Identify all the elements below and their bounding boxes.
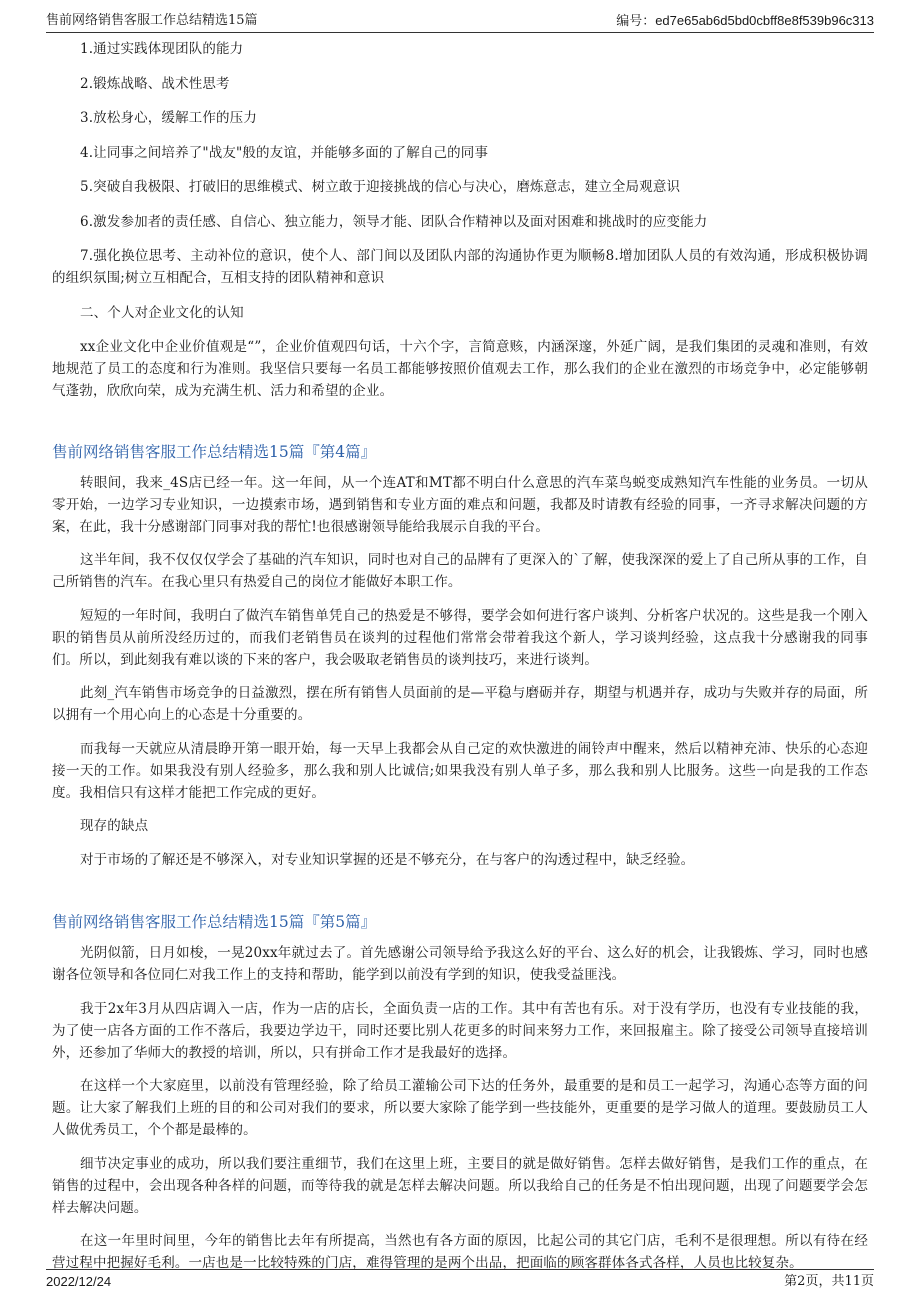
- section-gap: [52, 882, 868, 910]
- paragraph: 而我每一天就应从清晨睁开第一眼开始，每一天早上我都会从自己定的欢快激进的闹铃声中醒来，然后以精神充沛、快乐的心态迎接一天的工作。如果我没有别人经验多，那么我和别人比诚信;如果我没有别人单子多，那么我和别人比服务。这些一向是我的工作态度。我相信只有这样才能把工作完成的更好。: [52, 740, 868, 801]
- paragraph: 对于市场的了解还是不够深入，对专业知识掌握的还是不够充分，在与客户的沟透过程中，缺乏经验。: [80, 851, 695, 868]
- paragraph: 细节决定事业的成功，所以我们要注重细节，我们在这里上班，主要目的就是做好销售。怎样去做好销售，是我们工作的重点，在销售的过程中，会出现各种各样的问题，而等待我的就是怎样去解决问题。所以我给自己的任务是不怕出现问题，出现了问题要学会怎样去解决问题。: [52, 1155, 868, 1216]
- list-item: 4.让同事之间培养了"战友"般的友谊，并能够多面的了解自己的同事: [80, 144, 489, 161]
- list-item: 1.通过实践体现团队的能力: [80, 41, 244, 57]
- list-item: 6.激发参加者的责任感、自信心、独立能力，领导才能、团队合作精神以及面对困难和挑战时的应变能力: [80, 213, 708, 230]
- paragraph: 转眼间，我来_4S店已经一年。这一年间，从一个连AT和MT都不明白什么意思的汽车菜鸟蜕变成熟知汽车性能的业务员。一切从零开始，一边学习专业知识，一边摸索市场，遇到销售和专业方面的难点和问题，我都及时请教有经验的同事，一齐寻求解决问题的方案，在此，我十分感谢部门同事对我的帮忙!也很感谢领导能给我展示自我的平台。: [52, 474, 868, 535]
- paragraph: 我于2x年3月从四店调入一店，作为一店的店长，全面负责一店的工作。其中有苦也有乐。对于没有学历，也没有专业技能的我，为了使一店各方面的工作不落后，我要边学边干，同时还要比别人花更多的时间来努力工作，来回报雇主。除了接受公司领导直接培训外，还参加了华师大的教授的培训，所以，只有拼命工作才是我最好的选择。: [52, 1000, 868, 1061]
- list-item: 3.放松身心，缓解工作的压力: [80, 110, 257, 126]
- page-footer: [46, 1269, 874, 1290]
- paragraph: 光阴似箭，日月如梭，一晃20xx年就过去了。首先感谢公司领导给予我这么好的平台、这么好的机会，让我锻炼、学习，同时也感谢各位领导和各位同仁对我工作上的支持和帮助，能学到以前没有学到的知识，使我受益匪浅。: [52, 945, 868, 983]
- header-doc-code: 编号：ed7e65ab6d5bd0cbff8e8f539b96c313: [616, 13, 874, 28]
- section-heading: 售前网络销售客服工作总结精选15篇『第5篇』: [52, 913, 377, 931]
- header-title: 售前网络销售客服工作总结精选15篇: [46, 13, 258, 28]
- section-heading: 售前网络销售客服工作总结精选15篇『第4篇』: [52, 442, 377, 461]
- section-gap: [52, 414, 868, 440]
- list-item: 5.突破自我极限、打破旧的思维模式、树立敢于迎接挑战的信心与决心，磨炼意志，建立全局观意识: [80, 179, 681, 195]
- paragraph: 在这一年里时间里，今年的销售比去年有所提高，当然也有各方面的原因，比起公司的其它门店，毛利不是很理想。所以有待在经营过程中把握好毛利。一店也是一比较特殊的门店，难得管理的是两个出品，把面临的顾客群体各式各样，人员也比较复杂。: [52, 1233, 868, 1271]
- paragraph: 这半年间，我不仅仅仅学会了基础的汽车知识，同时也对自己的品牌有了更深入的`了解，使我深深的爱上了自己所从事的工作，自己所销售的汽车。在我心里只有热爱自己的岗位才能做好本职工作。: [52, 552, 868, 590]
- footer-date: 2022/12/24: [46, 1274, 112, 1289]
- list-item: 7.强化换位思考、主动补位的意识，使个人、部门间以及团队内部的沟通协作更为顺畅8.增加团队人员的有效沟通，形成积极协调的组织氛围;树立互相配合，互相支持的团队精神和意识: [52, 248, 868, 286]
- paragraph: 短短的一年时间，我明白了做汽车销售单凭自己的热爱是不够得，要学会如何进行客户谈判、分析客户状况的。这些是我一个刚入职的销售员从前所没经历过的，而我们老销售员在谈判的过程他们常常会带着我这个新人，学习谈判经验，这点我十分感谢我的同事们。所以，到此刻我有难以谈的下来的客户，我会吸取老销售员的谈判技巧，来进行谈判。: [52, 607, 868, 668]
- footer-page-number: 第2页，共11页: [784, 1274, 874, 1289]
- subheading: 二、个人对企业文化的认知: [80, 304, 244, 321]
- paragraph: xx企业文化中企业价值观是“”，企业价值观四句话，十六个字，言简意赅，内涵深邃，外延广阔，是我们集团的灵魂和准则，有效地规范了员工的态度和行为准则。我坚信只要每一名员工都能够按照价值观去工作，那么我们的企业在激烈的市场竞争中，必定能够朝气蓬勃，欣欣向荣，成为充满生机、活力和希望的企业。: [52, 339, 868, 399]
- document-body: [52, 38, 868, 1286]
- subheading: 现存的缺点: [80, 818, 149, 834]
- page-header: [46, 10, 874, 33]
- paragraph: 在这样一个大家庭里，以前没有管理经验，除了给员工灌输公司下达的任务外，最重要的是和员工一起学习，沟通心态等方面的问题。让大家了解我们上班的目的和公司对我们的要求，所以要大家除了能学到一些技能外，更重要的是学习做人的道理。要鼓励员工人人做优秀员工，个个都是最棒的。: [52, 1078, 868, 1138]
- paragraph: 此刻_汽车销售市场竞争的日益激烈，摆在所有销售人员面前的是—平稳与磨砺并存，期望与机遇并存，成功与失败并存的局面，所以拥有一个用心向上的心态是十分重要的。: [52, 685, 868, 723]
- list-item: 2.锻炼战略、战术性思考: [80, 75, 230, 92]
